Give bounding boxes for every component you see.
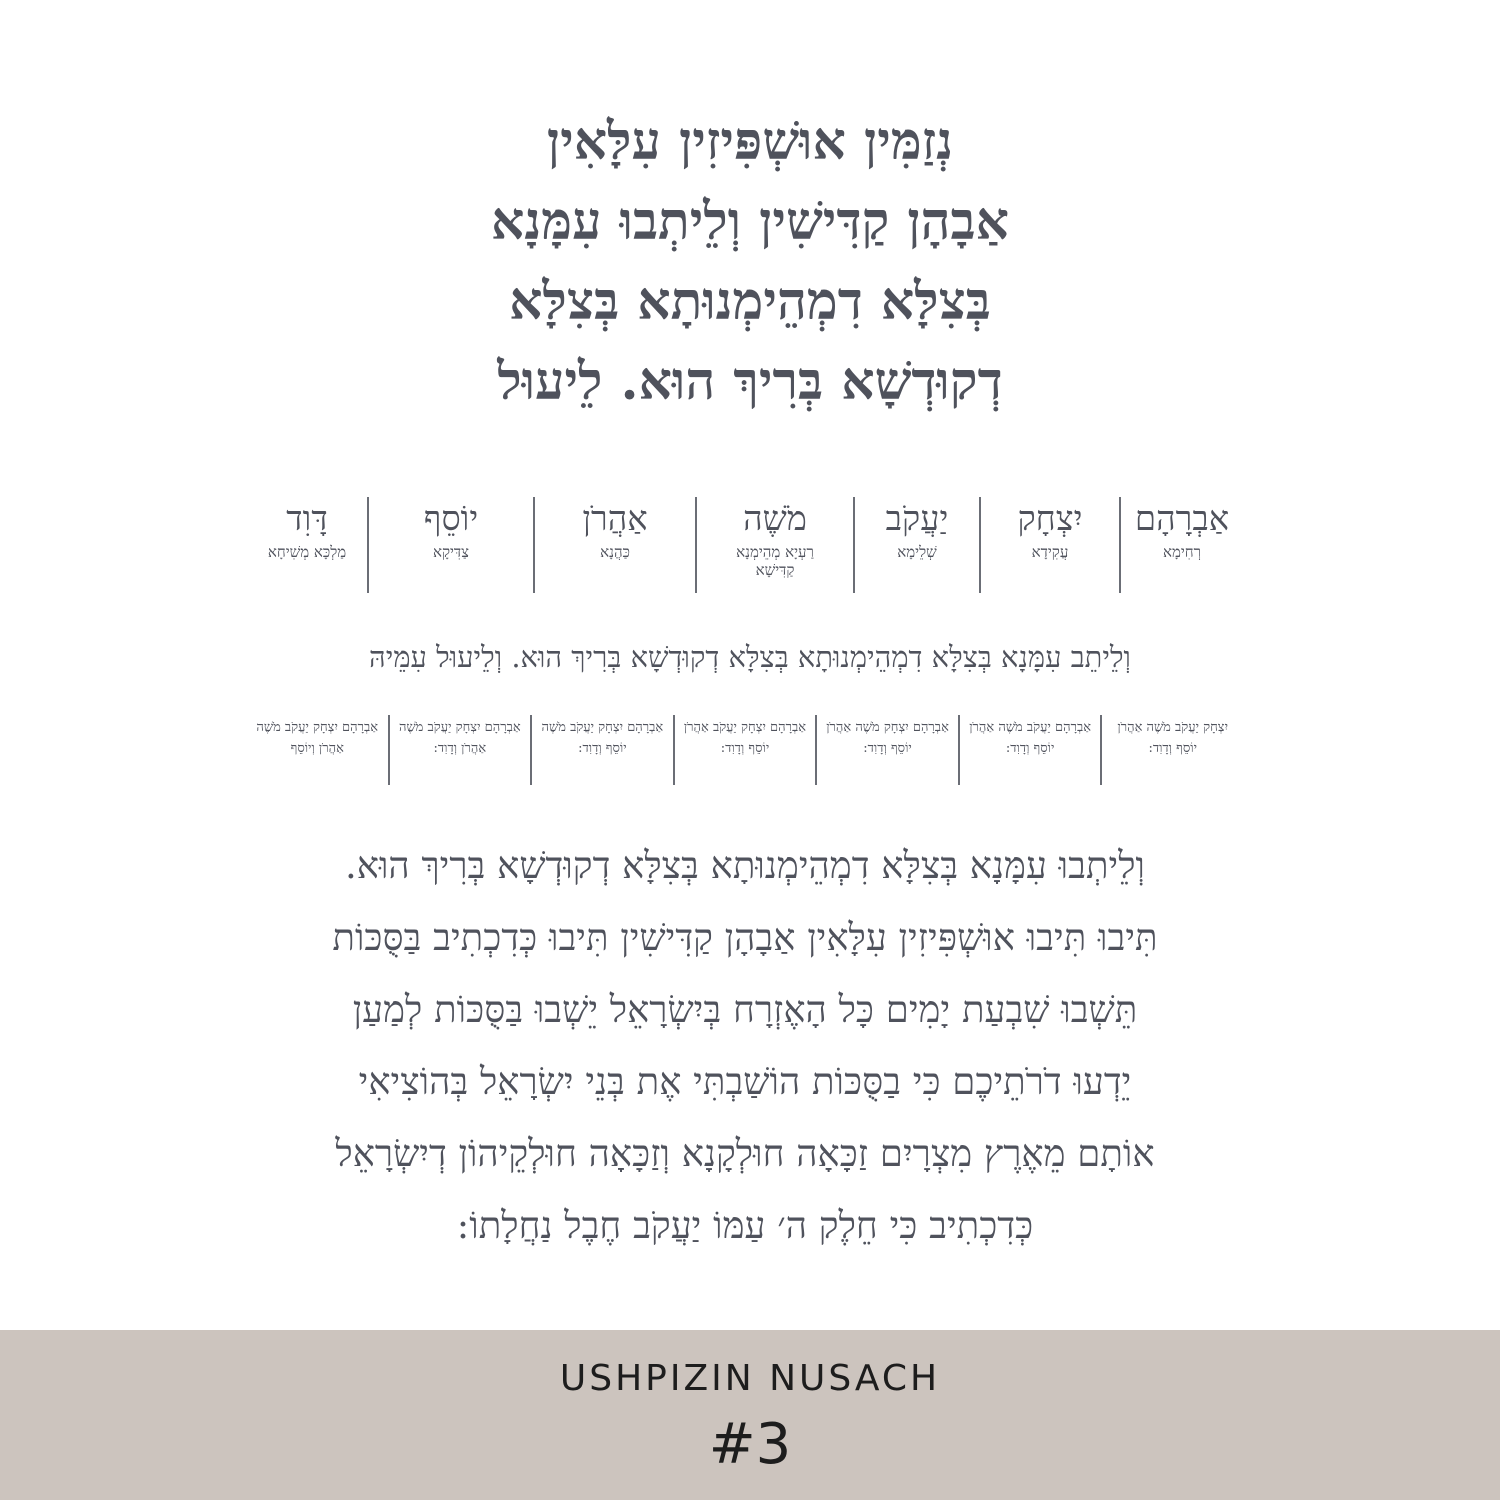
guest-david bbox=[247, 497, 367, 593]
day-guests: אַבְרָהָם יַעֲקֹב מֹשֶׁה אַהֲרֹן יוֹסֵף וְדָוִד: bbox=[958, 715, 1101, 785]
footer-number: #3 bbox=[708, 1412, 792, 1477]
closing-line: יֵדְעוּ דֹרֹתֵיכֶם כִּי בַסֻּכּוֹת הוֹשַׁבְתִּי אֶת בְּנֵי יִשְׂרָאֵל בְּהוֹצִיאִי bbox=[358, 1060, 1132, 1103]
guest-name: אַבְרָהָם bbox=[1134, 499, 1230, 539]
guest-yitzchak bbox=[979, 497, 1119, 593]
heading-line: בְּצִלָּא דִמְהֵימְנוּתָא בְּצִלָּא bbox=[509, 271, 991, 332]
guest-title: צַדִּיקָא bbox=[432, 543, 470, 561]
daily-guests bbox=[247, 715, 1243, 785]
closing-line: כְּדִכְתִיב כִּי חֵלֶק ה׳ עַמּוֹ יַעֲקֹב חֶבֶל נַחֲלָתוֹ: bbox=[456, 1204, 1034, 1247]
guest-title: רַעְיָא מְהֵימְנָא קַדִּישָׁא bbox=[736, 543, 814, 579]
closing-line: וְלֵיתְבוּ עִמָּנָא בְּצִלָּא דִמְהֵימְנוּתָא בְּצִלָּא דְקוּדְשָׁא בְּרִיךְ הוּא. bbox=[345, 844, 1145, 887]
closing-line: תֵּשְׁבוּ שִׁבְעַת יָמִים כָּל הָאֶזְרָח בְּיִשְׂרָאֵל יֵשְׁבוּ בַּסֻּכּוֹת לְמַעַן bbox=[352, 988, 1138, 1031]
guest-name: מֹשֶׁה bbox=[743, 499, 807, 539]
heading-line: נְזַמִּין אוּשְׁפִּיזִין עִלָּאִין bbox=[546, 111, 954, 172]
heading-line: אַבָהָן קַדִּישִׁין וְלֵיתְבוּ עִמָּנָא bbox=[491, 191, 1009, 252]
day-guests: אַבְרָהָם יִצְחָק יַעֲקֹב מֹשֶׁה אַהֲרֹן וְיוֹסֵף bbox=[256, 720, 379, 756]
heading-line: דְקוּדְשָׁא בְּרִיךְ הוּא. לֵיעוּל bbox=[497, 351, 1003, 412]
guest-title: מַלְכָּא מְשִׁיחָא bbox=[267, 543, 347, 561]
guest-name: יַעֲקֹב bbox=[885, 499, 949, 539]
guest-moshe bbox=[695, 497, 853, 593]
invite-line: וְלֵיתֵב עִמָּנָא בְּצִלָּא דִמְהֵימְנוּתָא בְּצִלָּא דְקוּדְשָׁא בְּרִיךְ הוּא. וְלֵיעוּל עִמֵּיהּ bbox=[369, 640, 1131, 674]
closing-line: אוֹתָם מֵאֶרֶץ מִצְרָיִם זַכָּאָה חוּלְקָנָא וְזַכָּאָה חוּלְקֵיהוֹן דְיִשְׂרָאֵל bbox=[335, 1132, 1155, 1175]
guest-yaakov bbox=[853, 497, 979, 593]
day-guests: אַבְרָהָם יִצְחָק יַעֲקֹב מֹשֶׁה אַהֲרֹן וְדָוִד: bbox=[388, 715, 531, 785]
guest-title: שְׁלֵימָא bbox=[897, 543, 937, 561]
guest-name: אַהֲרֹן bbox=[582, 499, 648, 539]
footer-banner bbox=[0, 1330, 1500, 1500]
day-guests: אַבְרָהָם יִצְחָק מֹשֶׁה אַהֲרֹן יוֹסֵף וְדָוִד: bbox=[815, 715, 958, 785]
day-guests: יִצְחָק יַעֲקֹב מֹשֶׁה אַהֲרֹן יוֹסֵף וְדָוִד: bbox=[1100, 715, 1243, 785]
footer-title: USHPIZIN NUSACH bbox=[559, 1358, 941, 1399]
guest-aharon bbox=[533, 497, 695, 593]
day-guests: אַבְרָהָם יִצְחָק יַעֲקֹב מֹשֶׁה יוֹסֵף וְדָוִד: bbox=[530, 715, 673, 785]
guest-name: יִצְחָק bbox=[1017, 499, 1083, 539]
closing-text bbox=[240, 830, 1250, 1262]
invitation-heading bbox=[250, 102, 1250, 422]
guest-name: דָּוִד bbox=[286, 499, 328, 539]
guest-list bbox=[247, 497, 1243, 593]
guest-title: כַּהֲנָא bbox=[600, 543, 630, 561]
guest-avraham bbox=[1119, 497, 1243, 593]
guest-title: עֲקִידָא bbox=[1031, 543, 1069, 561]
guest-name: יוֹסֵף bbox=[423, 499, 479, 539]
day-guests: אַבְרָהָם יִצְחָק יַעֲקֹב אַהֲרֹן יוֹסֵף וְדָוִד: bbox=[673, 715, 816, 785]
guest-title: רְחִימָא bbox=[1162, 543, 1202, 561]
closing-line: תִּיבוּ תִּיבוּ אוּשְׁפִּיזִין עִלָּאִין אַבָהָן קַדִּישִׁין תִּיבוּ כְּדִכְתִיב בַּסֻּכּוֹת bbox=[332, 916, 1158, 959]
guest-yosef bbox=[367, 497, 533, 593]
